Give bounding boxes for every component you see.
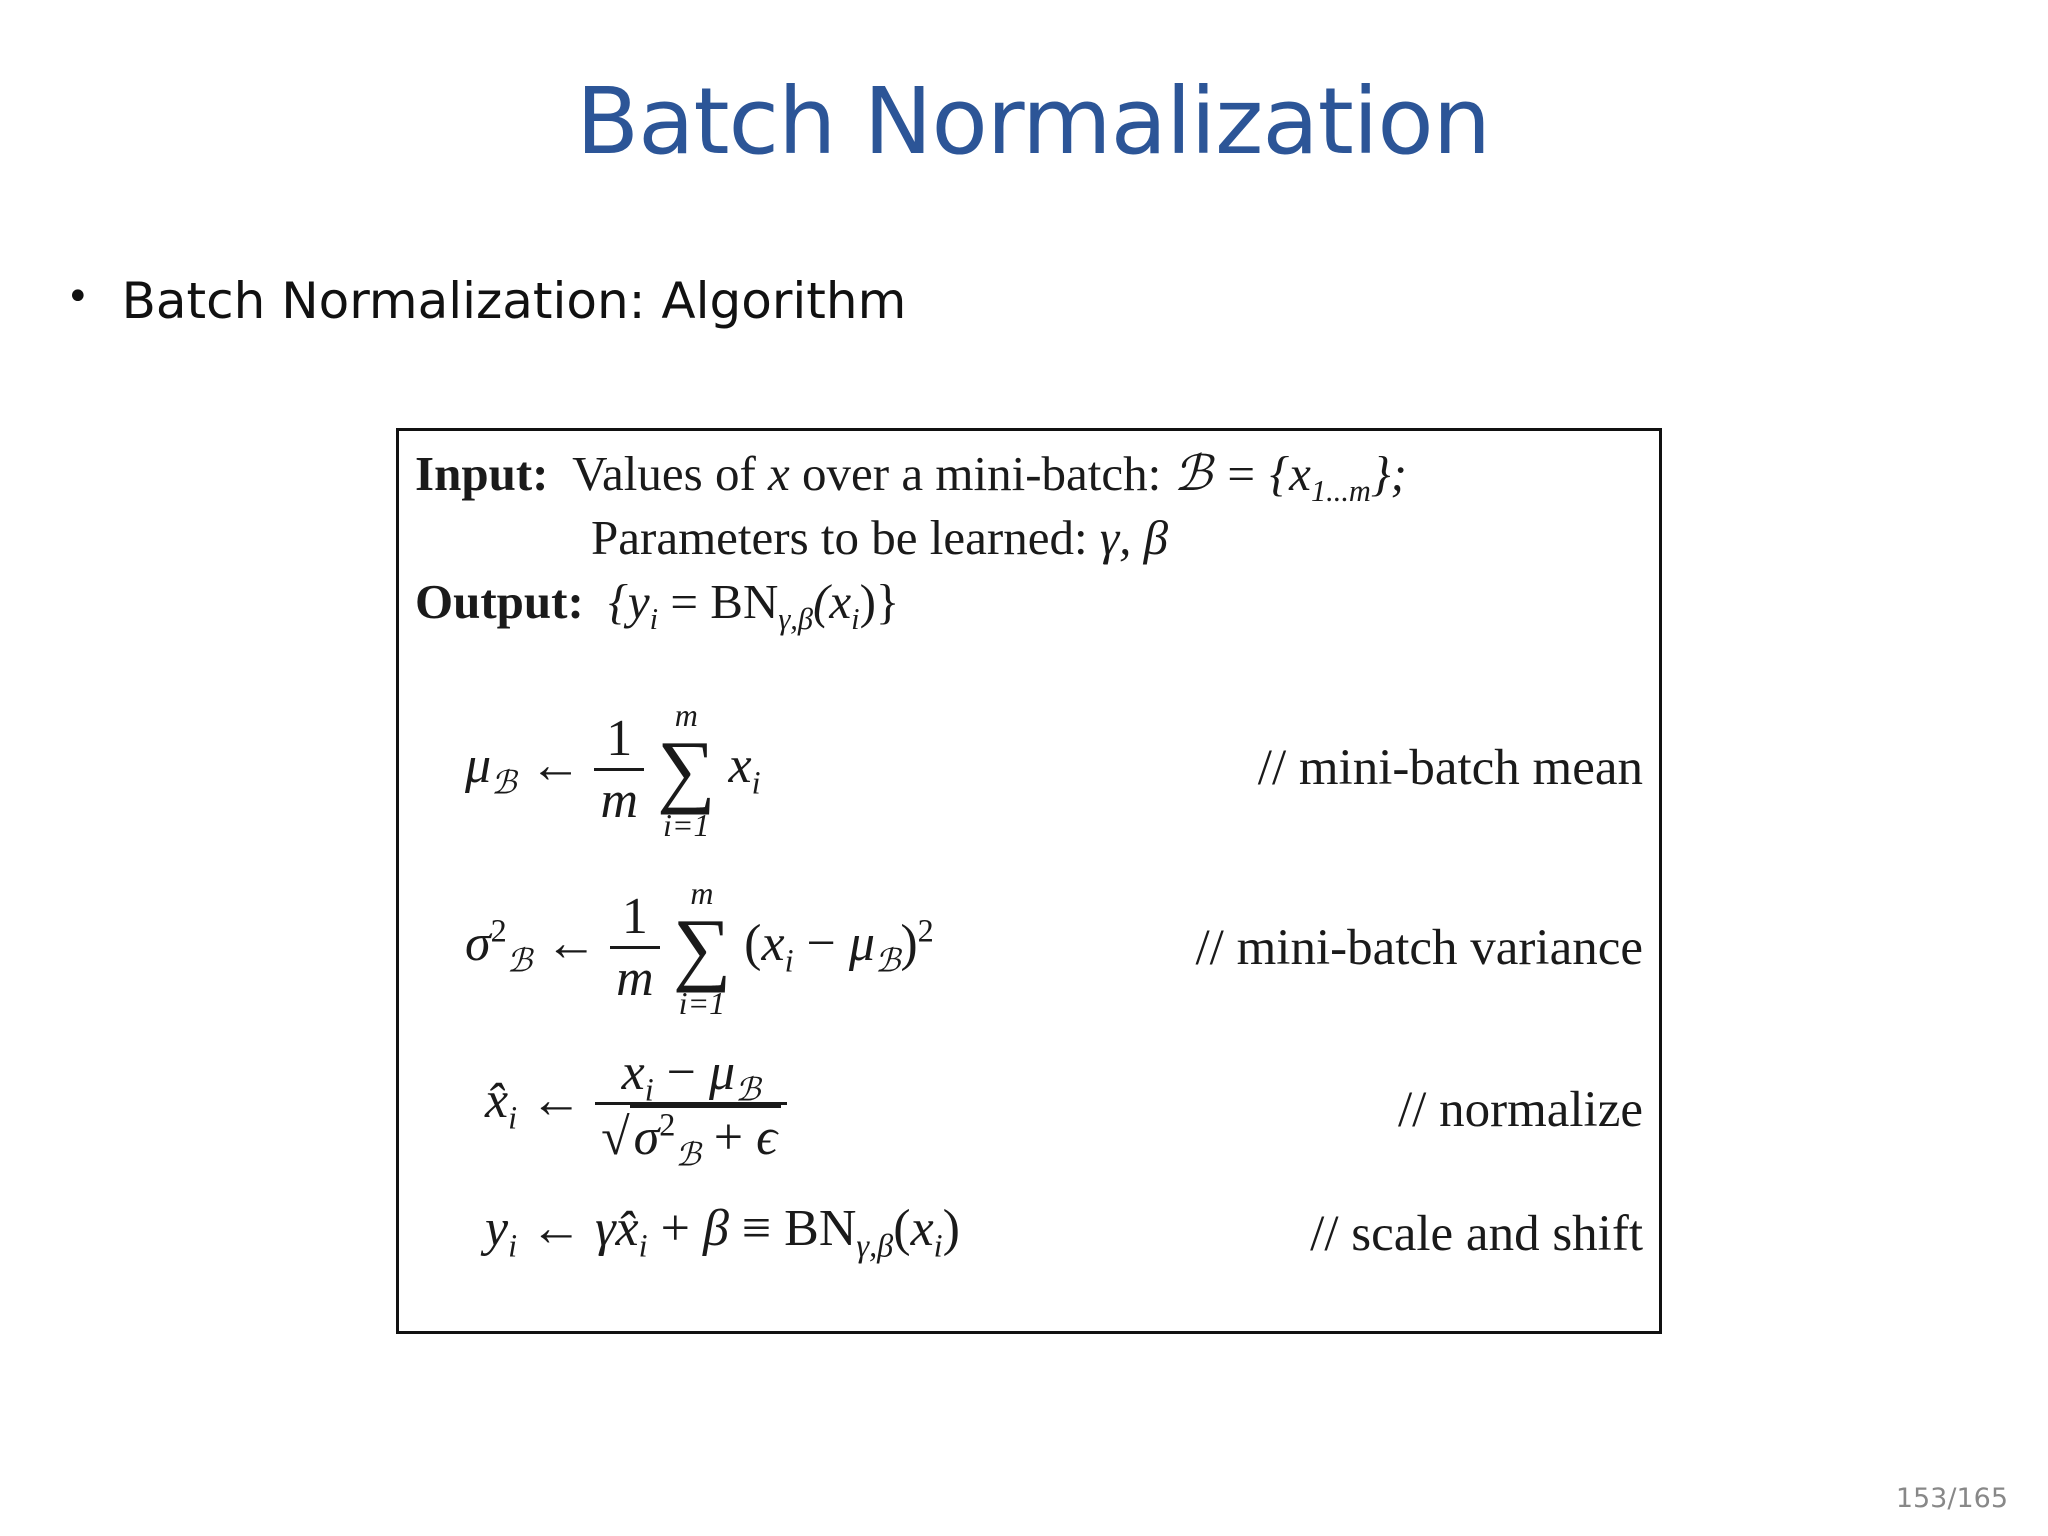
bullet-item — [66, 272, 906, 330]
params-vars: γ, β — [1099, 510, 1169, 565]
output-label: Output: — [415, 574, 584, 629]
batch-set: ℬ = $\{x_{1...m}\}$; — [1173, 446, 1407, 508]
input-label: Input: — [415, 446, 549, 501]
normalize-comment: // normalize — [1398, 1082, 1643, 1138]
page-number: 153/165 — [1895, 1483, 2008, 1514]
mean-comment: // mini-batch mean — [1257, 740, 1643, 796]
output-formula: $\{y_i = BN_{\gamma,\beta}(x_i)\}$ — [608, 574, 900, 636]
bullet-dot-icon: • — [66, 274, 90, 320]
algorithm-box — [396, 428, 1662, 1334]
params-row — [591, 509, 1168, 566]
slide-title: Batch Normalization — [575, 68, 1491, 175]
scale-shift-equation: $y_i$ ← $\gamma x̂_i + \beta \equiv BN_{\gamma,\beta}(x_i)$ — [485, 1200, 960, 1264]
variance-comment: // mini-batch variance — [1195, 920, 1643, 976]
bullet-text: Batch Normalization: Algorithm — [121, 272, 907, 330]
params-text: Parameters to be learned: — [591, 510, 1088, 565]
normalize-equation: $x̂_i$ ← $\frac{x_i - \mu_ℬ}{√\sigma^2_ℬ + \epsilon}$ — [485, 1043, 787, 1167]
input-text: Values of — [572, 446, 756, 501]
variance-equation: $\sigma^2_ℬ$ ← $\frac{1}{m}$ m ∑ i=1 $(x_i - \mu_ℬ)^2$ — [465, 875, 934, 1021]
input-row — [415, 445, 1407, 508]
scale-shift-comment: // scale and shift — [1310, 1206, 1643, 1262]
mean-equation: $\mu_ℬ$ ← $\frac{1}{m}$ m ∑ i=1 $x_i$ — [465, 697, 761, 843]
input-text-2: over a mini-batch: — [802, 446, 1162, 501]
output-row — [415, 573, 900, 636]
input-var: x — [768, 446, 790, 501]
